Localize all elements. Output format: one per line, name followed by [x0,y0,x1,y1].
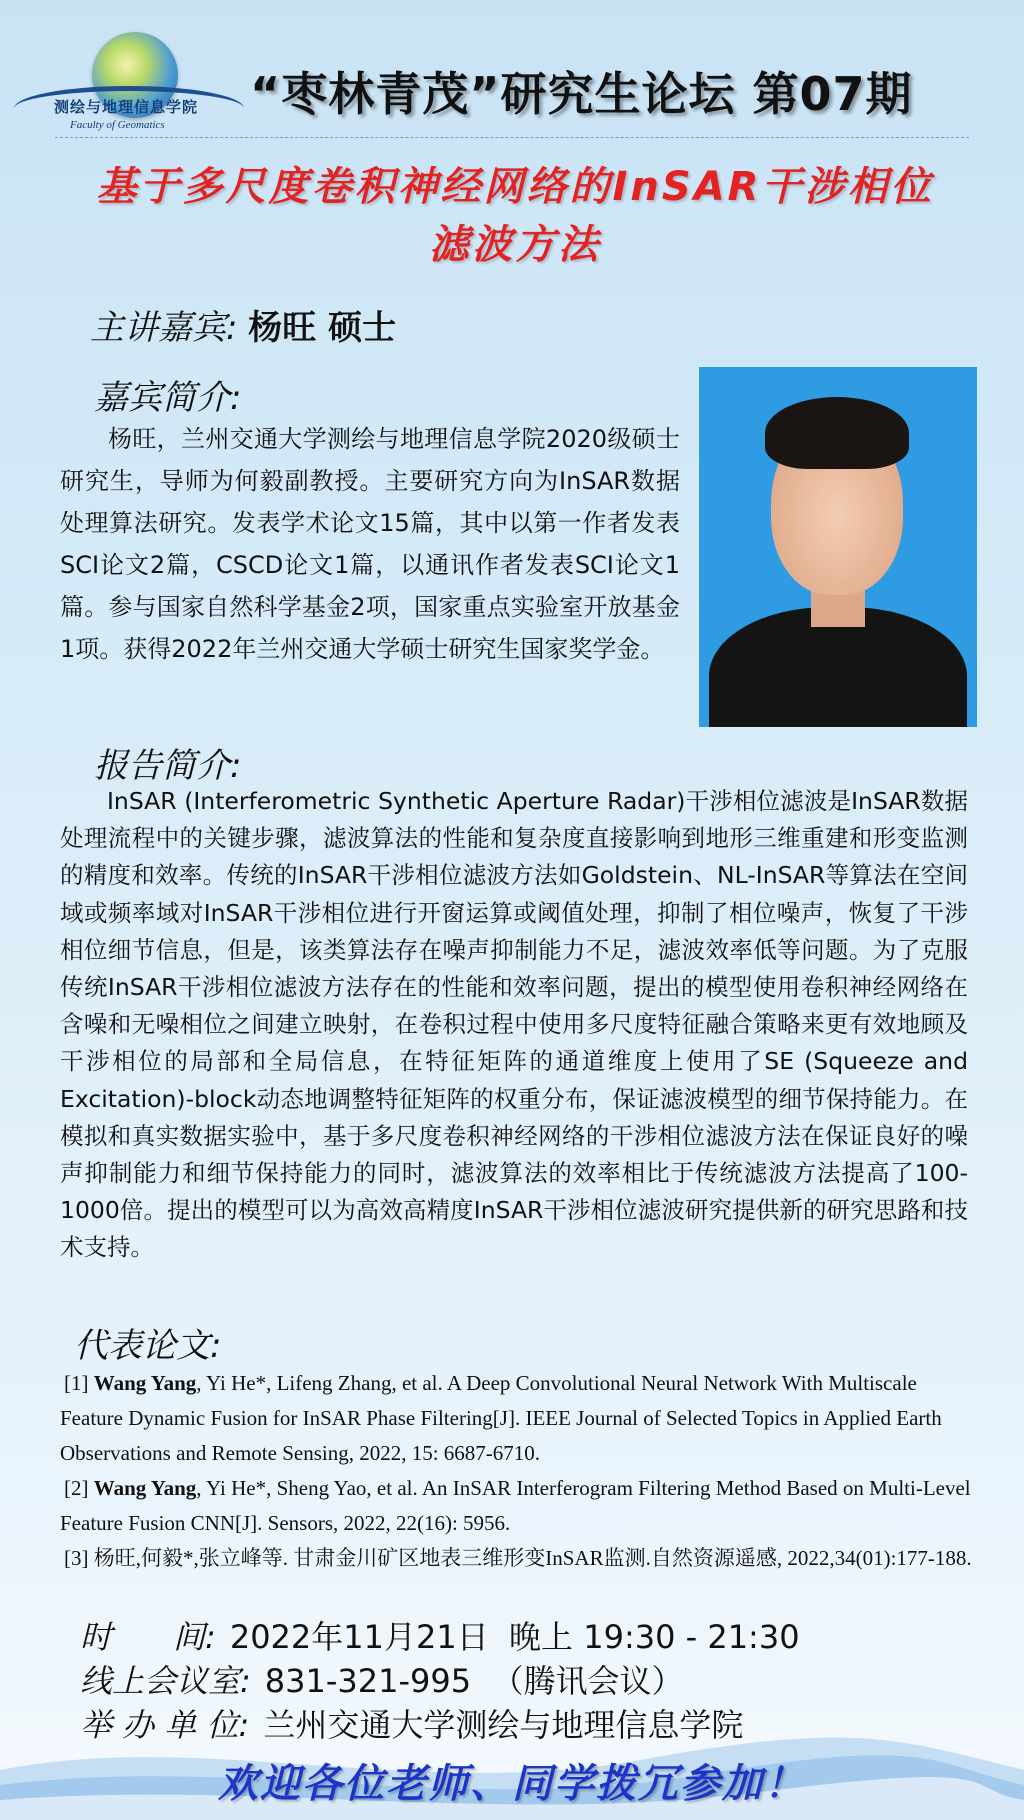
event-meeting-value: 831-321-995 （腾讯会议） [264,1662,684,1700]
paper-item [60,1366,972,1471]
paper-number: [1] [64,1371,89,1395]
speaker-name: 杨旺 硕士 [248,308,397,348]
title-divider [55,137,969,138]
event-meeting-label: 线上会议室: [80,1662,251,1700]
faculty-logo [14,24,244,134]
paper-citation: , Yi He*, Sheng Yao, et al. An InSAR Interferogram Filtering Method Based on Multi-Level Feature Fusion CNN[J]. Sensors, 2022, 22(16): 5956. [60,1476,971,1535]
logo-cn-text: 测绘与地理信息学院 [54,98,199,116]
logo-en-text: Faculty of Geomatics [70,119,165,131]
speaker-photo [699,367,977,727]
paper-citation: 杨旺,何毅*,张立峰等. 甘肃金川矿区地表三维形变InSAR监测.自然资源遥感, 2022,34(01):177-188. [93,1546,972,1570]
paper-item [60,1471,972,1541]
abstract-text: InSAR (Interferometric Synthetic Aperture Radar)干涉相位滤波是InSAR数据处理流程中的关键步骤，滤波算法的性能和复杂度直接影响到地形三维重建和形变监测的精度和效率。传统的InSAR干涉相位滤波方法如Goldstein、NL-InSAR等算法在空间域或频率域对InSAR干涉相位进行开窗运算或阈值处理，抑制了相位噪声，恢复了干涉相位细节信息，但是，该类算法存在噪声抑制能力不足，滤波效率低等问题。为了克服传统InSAR干涉相位滤波方法存在的性能和效率问题，提出的模型使用卷积神经网络在含噪和无噪相位之间建立映射，在卷积过程中使用多尺度特征融合策略来更有效地顾及干涉相位的局部和全局信息，在特征矩阵的通道维度上使用了SE (Squeeze and Excitation)-block动态地调整特征矩阵的权重分布，保证滤波模型的细节保持能力。在模拟和真实数据实验中，基于多尺度卷积神经网络的干涉相位滤波方法在保证良好的噪声抑制能力和细节保持能力的同时，滤波算法的效率相比于传统滤波方法提高了100-1000倍。提出的模型可以为高效高精度InSAR干涉相位滤波研究提供新的研究思路和技术支持。 [60,787,968,1262]
papers-heading: 代表论文: [74,1326,222,1366]
paper-author-bold: Wang Yang [93,1476,197,1500]
event-host-label: 举 办 单 位: [80,1706,250,1744]
event-time-label: 时 间: [80,1618,216,1656]
forum-title: “枣林青茂”研究生论坛 第07期 [250,67,913,121]
event-meeting-row [80,1656,683,1702]
talk-title-line2: 滤波方法 [429,222,601,268]
bio-heading: 嘉宾简介: [94,378,242,418]
paper-number: [3] [64,1546,89,1570]
event-time-row [80,1612,800,1658]
paper-item [60,1541,972,1576]
paper-author-bold: Wang Yang [93,1371,197,1395]
photo-hair-shape [765,397,909,469]
abstract-heading: 报告简介: [94,746,242,786]
bio-text: 杨旺，兰州交通大学测绘与地理信息学院2020级硕士研究生，导师为何毅副教授。主要研究方向为InSAR数据处理算法研究。发表学术论文15篇，其中以第一作者发表SCI论文2篇，CSCD论文1篇，以通讯作者发表SCI论文1篇。参与国家自然科学基金2项，国家重点实验室开放基金1项。获得2022年兰州交通大学硕士研究生国家奖学金。 [60,425,680,663]
talk-title-line1: 基于多尺度卷积神经网络的InSAR干涉相位 [96,164,934,210]
paper-number: [2] [64,1476,89,1500]
talk-title [50,158,980,274]
paper-citation: , Yi He*, Lifeng Zhang, et al. A Deep Convolutional Neural Network With Multiscale Feature Dynamic Fusion for InSAR Phase Filtering[J]. IEEE Journal of Selected Topics in Applied Earth Observations and Remote Sensing, 2022, 15: 6687-6710. [60,1371,942,1465]
speaker-line [90,300,396,349]
welcome-banner: 欢迎各位老师、同学拨冗参加！ [218,1761,806,1807]
event-host-value: 兰州交通大学测绘与地理信息学院 [263,1706,744,1744]
event-time-value: 2022年11月21日 晚上 19:30 - 21:30 [229,1618,800,1656]
speaker-label: 主讲嘉宾: [90,308,238,348]
papers-list [60,1366,972,1576]
